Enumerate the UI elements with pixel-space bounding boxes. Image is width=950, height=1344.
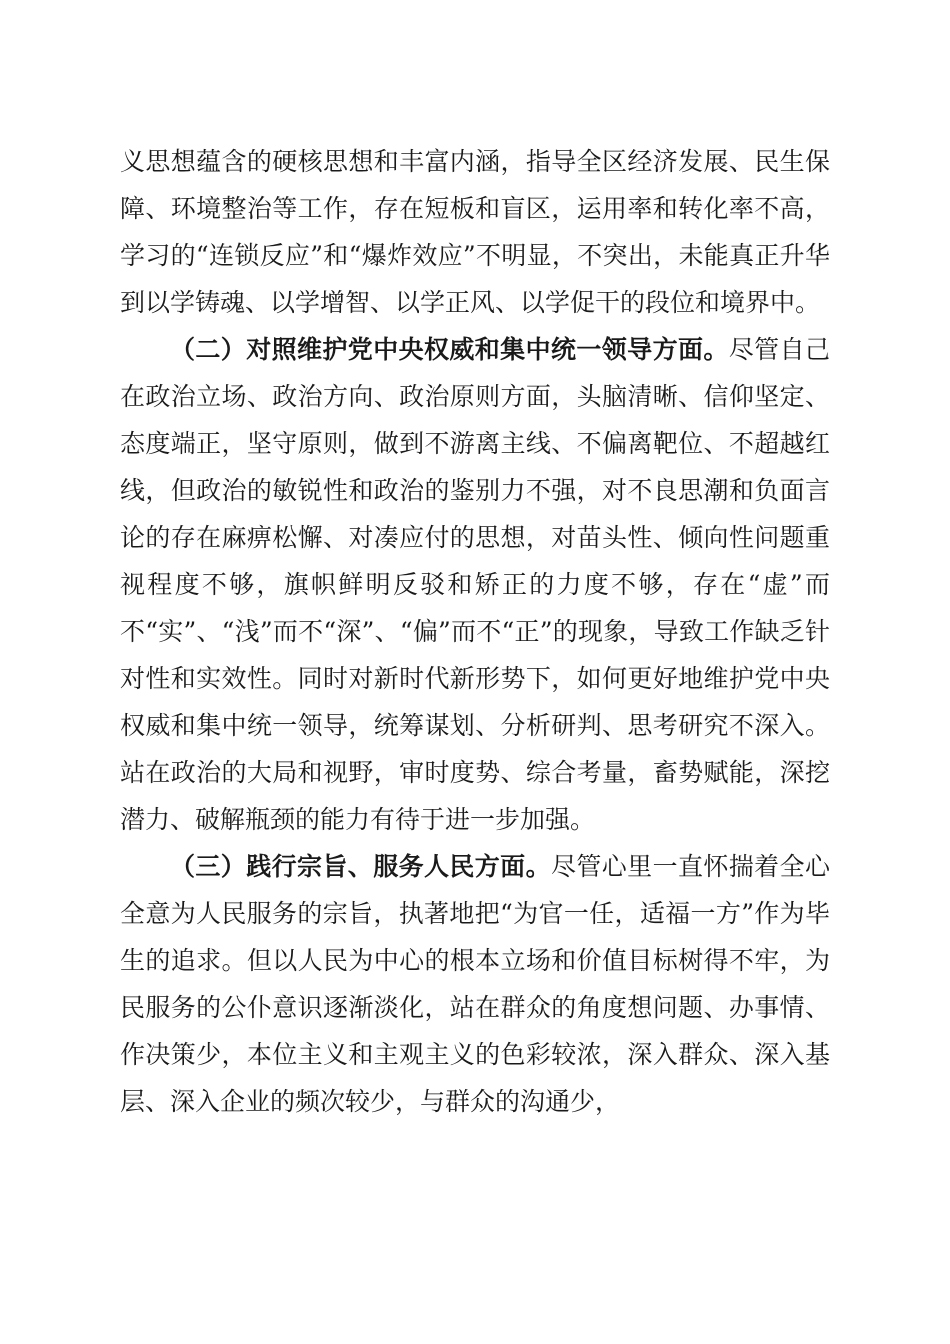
paragraph-section-2 — [120, 326, 830, 843]
section-2-body: 尽管自己在政治立场、政治方向、政治原则方面，头脑清晰、信仰坚定、态度端正，坚守原则，做到不游离主线、不偏离靶位、不超越红线，但政治的敏锐性和政治的鉴别力不强，对不良思潮和负面言论的存在麻痹松懈、对凑应付的思想，对苗头性、倾向性问题重视程度不够，旗帜鲜明反驳和矫正的力度不够，存在“虚”而不“实”、“浅”而不“深”、“偏”而不“正”的现象，导致工作缺乏针对性和实效性。同时对新时代新形势下，如何更好地维护党中央权威和集中统一领导，统筹谋划、分析研判、思考研究不深入。站在政治的大局和视野，审时度势、综合考量，畜势赋能，深挖潜力、破解瓶颈的能力有待于进一步加强。 — [120, 335, 830, 834]
section-3-body: 尽管心里一直怀揣着全心全意为人民服务的宗旨，执著地把“为官一任，适福一方”作为毕生的追求。但以人民为中心的根本立场和价值目标树得不牢，为民服务的公仆意识逐渐淡化，站在群众的角度想问题、办事情、作决策少，本位主义和主观主义的色彩较浓，深入群众、深入基层、深入企业的频次较少，与群众的沟通少， — [120, 852, 830, 1116]
section-3-heading: （三）践行宗旨、服务人民方面。 — [170, 852, 551, 881]
paragraph-section-3 — [120, 843, 830, 1125]
document-body — [120, 138, 830, 1125]
paragraph-continuation — [120, 138, 830, 326]
section-2-heading: （二）对照维护党中央权威和集中统一领导方面。 — [170, 335, 729, 364]
paragraph-1-body: 义思想蕴含的硬核思想和丰富内涵，指导全区经济发展、民生保障、环境整治等工作，存在短板和盲区，运用率和转化率不高，学习的“连锁反应”和“爆炸效应”不明显，不突出，未能真正升华到以学铸魂、以学增智、以学正风、以学促干的段位和境界中。 — [120, 147, 830, 317]
